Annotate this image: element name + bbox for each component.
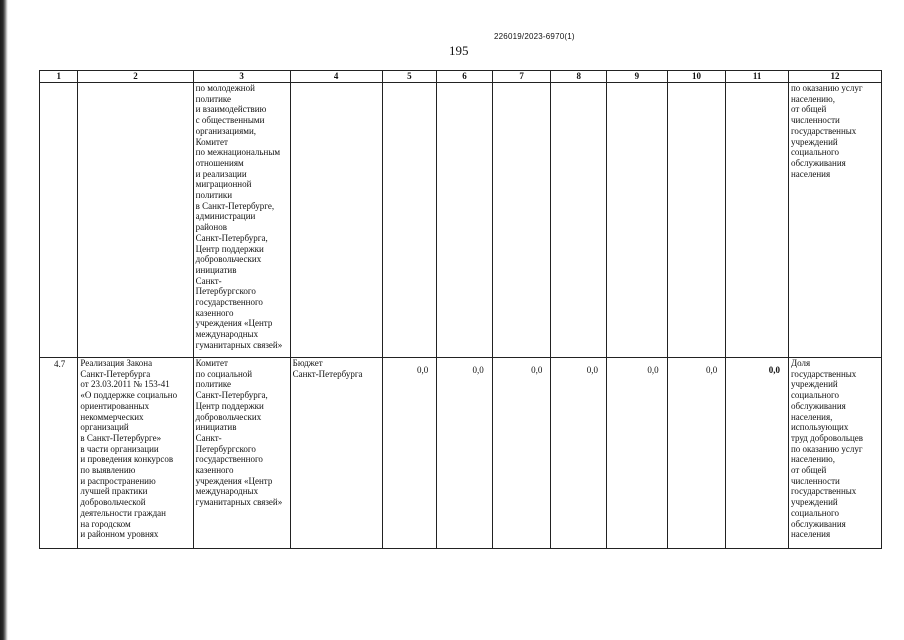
value-cell bbox=[551, 83, 607, 358]
funding-source-cell bbox=[290, 358, 382, 549]
row-index-cell: 4.7 bbox=[40, 358, 78, 549]
cell-text-line: от 23.03.2011 № 153-41 bbox=[80, 379, 170, 390]
cell-text-line: политики bbox=[195, 190, 233, 201]
cell-text-line: по молодежной bbox=[195, 83, 255, 93]
cell-text-line: государственных bbox=[790, 125, 857, 136]
value-cell: 0,0 bbox=[382, 358, 437, 549]
indicator-cell bbox=[788, 83, 881, 358]
column-header: 5 bbox=[382, 71, 437, 83]
cell-text-line: численности bbox=[790, 475, 840, 486]
cell-text-line: населению, bbox=[790, 93, 835, 104]
cell-text-line: по оказанию услуг bbox=[790, 443, 863, 454]
column-header: 1 bbox=[40, 71, 78, 83]
cell-text-line: добровольческих bbox=[195, 411, 262, 422]
cell-text-line: и взаимодействию bbox=[195, 104, 267, 115]
cell-text-line: и районном уровнях bbox=[80, 529, 159, 540]
cell-text-line: гуманитарных связей» bbox=[195, 497, 283, 508]
column-header: 12 bbox=[788, 71, 881, 83]
cell-text-line: в Санкт-Петербурге» bbox=[80, 432, 162, 443]
cell-text-line: учреждений bbox=[790, 379, 838, 390]
cell-text-line: миграционной bbox=[195, 179, 252, 190]
cell-text-line: казенного bbox=[195, 465, 234, 476]
cell-text-line: обслуживания bbox=[790, 518, 846, 529]
cell-text-line: учреждения «Центр bbox=[195, 475, 273, 486]
cell-text-line: международных bbox=[195, 486, 259, 497]
column-header: 3 bbox=[193, 71, 290, 83]
cell-text-line: социального bbox=[790, 507, 840, 518]
cell-text-line: Санкт- bbox=[195, 275, 222, 286]
cell-text-line: «О поддержке социально bbox=[80, 390, 178, 401]
cell-text-line: Бюджет bbox=[292, 358, 323, 368]
cell-text-line: с общественными bbox=[195, 115, 265, 126]
value-cell: 0,0 bbox=[607, 358, 668, 549]
cell-text-line: деятельности граждан bbox=[80, 507, 166, 518]
cell-text-line: и реализации bbox=[195, 168, 247, 179]
cell-text-line: государственных bbox=[790, 368, 857, 379]
cell-text-line: организаций bbox=[80, 422, 129, 433]
cell-text-line: и распространению bbox=[80, 475, 156, 486]
funding-source-cell bbox=[290, 83, 382, 358]
cell-text-line: лучшей практики bbox=[80, 486, 148, 497]
row-index-cell bbox=[40, 83, 78, 358]
cell-text-line: Санкт-Петербурга bbox=[80, 368, 151, 379]
cell-text-line: отношениям bbox=[195, 157, 244, 168]
cell-text-line: добровольческой bbox=[80, 497, 146, 508]
cell-text-line: администрации bbox=[195, 211, 256, 222]
cell-text-line: Петербургского bbox=[195, 286, 256, 297]
indicator-cell bbox=[788, 358, 881, 549]
cell-text-line: и проведения конкурсов bbox=[80, 454, 174, 465]
cell-text-line: Комитет bbox=[195, 136, 228, 147]
cell-text-line: Комитет bbox=[195, 358, 228, 368]
value-cell: 0,0 bbox=[667, 358, 726, 549]
cell-text-line: государственного bbox=[195, 297, 263, 308]
column-header: 10 bbox=[667, 71, 726, 83]
cell-text-line: районов bbox=[195, 222, 228, 233]
scan-edge-shadow bbox=[0, 0, 8, 640]
cell-text-line: политике bbox=[195, 379, 232, 390]
cell-text-line: государственного bbox=[195, 454, 263, 465]
cell-text-line: обслуживания bbox=[790, 400, 846, 411]
cell-text-line: гуманитарных связей» bbox=[195, 339, 283, 350]
column-number-header bbox=[40, 71, 882, 83]
cell-text-line: Санкт- bbox=[195, 432, 222, 443]
cell-text-line: политике bbox=[195, 93, 232, 104]
cell-text-line: инициатив bbox=[195, 264, 237, 275]
column-header: 4 bbox=[290, 71, 382, 83]
cell-text-line: на городском bbox=[80, 518, 131, 529]
executor-cell bbox=[193, 83, 290, 358]
document-id: 226019/2023-6970(1) bbox=[494, 32, 575, 41]
cell-text-line: международных bbox=[195, 329, 259, 340]
column-header: 6 bbox=[437, 71, 493, 83]
cell-text-line: по оказанию услуг bbox=[790, 83, 863, 93]
value-cell bbox=[667, 83, 726, 358]
cell-text-line: Санкт-Петербурга, bbox=[195, 232, 268, 243]
cell-text-line: Реализация Закона bbox=[80, 358, 153, 368]
cell-text-line: некоммерческих bbox=[80, 411, 144, 422]
cell-text-line: социального bbox=[790, 390, 840, 401]
cell-text-line: Петербургского bbox=[195, 443, 256, 454]
cell-text-line: от общей bbox=[790, 465, 827, 476]
cell-text-line: населения, bbox=[790, 411, 833, 422]
cell-text-line: по выявлению bbox=[80, 465, 136, 476]
value-cell bbox=[437, 83, 493, 358]
cell-text-line: учреждений bbox=[790, 497, 838, 508]
page-number: 195 bbox=[449, 43, 469, 58]
executor-cell bbox=[193, 358, 290, 549]
cell-text-line: ориентированных bbox=[80, 400, 150, 411]
value-cell bbox=[382, 83, 437, 358]
cell-text-line: в Санкт-Петербурге, bbox=[195, 200, 275, 211]
cell-text-line: обслуживания bbox=[790, 157, 846, 168]
cell-text-line: использующих bbox=[790, 422, 849, 433]
cell-text-line: населения bbox=[790, 168, 831, 179]
column-header: 11 bbox=[726, 71, 789, 83]
total-value-cell: 0,0 bbox=[726, 358, 789, 549]
cell-text-line: по социальной bbox=[195, 368, 253, 379]
cell-text-line: Доля bbox=[790, 358, 811, 368]
cell-text-line: Центр поддержки bbox=[195, 243, 264, 254]
value-cell bbox=[607, 83, 668, 358]
column-header: 9 bbox=[607, 71, 668, 83]
total-value-cell bbox=[726, 83, 789, 358]
cell-text-line: добровольческих bbox=[195, 254, 262, 265]
cell-text-line: государственных bbox=[790, 486, 857, 497]
column-header: 2 bbox=[78, 71, 193, 83]
value-cell: 0,0 bbox=[437, 358, 493, 549]
cell-text-line: населению, bbox=[790, 454, 835, 465]
cell-text-line: казенного bbox=[195, 307, 234, 318]
value-cell bbox=[492, 83, 551, 358]
cell-text-line: труд добровольцев bbox=[790, 432, 864, 443]
cell-text-line: численности bbox=[790, 115, 840, 126]
value-cell: 0,0 bbox=[492, 358, 551, 549]
cell-text-line: от общей bbox=[790, 104, 827, 115]
cell-text-line: социального bbox=[790, 147, 840, 158]
column-header: 7 bbox=[492, 71, 551, 83]
cell-text-line: в части организации bbox=[80, 443, 159, 454]
cell-text-line: учреждения «Центр bbox=[195, 318, 273, 329]
plan-table bbox=[39, 70, 882, 549]
cell-text-line: Санкт-Петербурга, bbox=[195, 390, 268, 401]
cell-text-line: Центр поддержки bbox=[195, 400, 264, 411]
measure-cell bbox=[78, 83, 193, 358]
table-row bbox=[40, 83, 882, 358]
cell-text-line: организациями, bbox=[195, 125, 257, 136]
cell-text-line: по межнациональным bbox=[195, 147, 281, 158]
value-cell: 0,0 bbox=[551, 358, 607, 549]
table-row bbox=[40, 358, 882, 549]
cell-text-line: населения bbox=[790, 529, 831, 540]
column-header: 8 bbox=[551, 71, 607, 83]
measure-cell bbox=[78, 358, 193, 549]
cell-text-line: учреждений bbox=[790, 136, 838, 147]
cell-text-line: инициатив bbox=[195, 422, 237, 433]
cell-text-line: Санкт-Петербурга bbox=[292, 368, 363, 379]
